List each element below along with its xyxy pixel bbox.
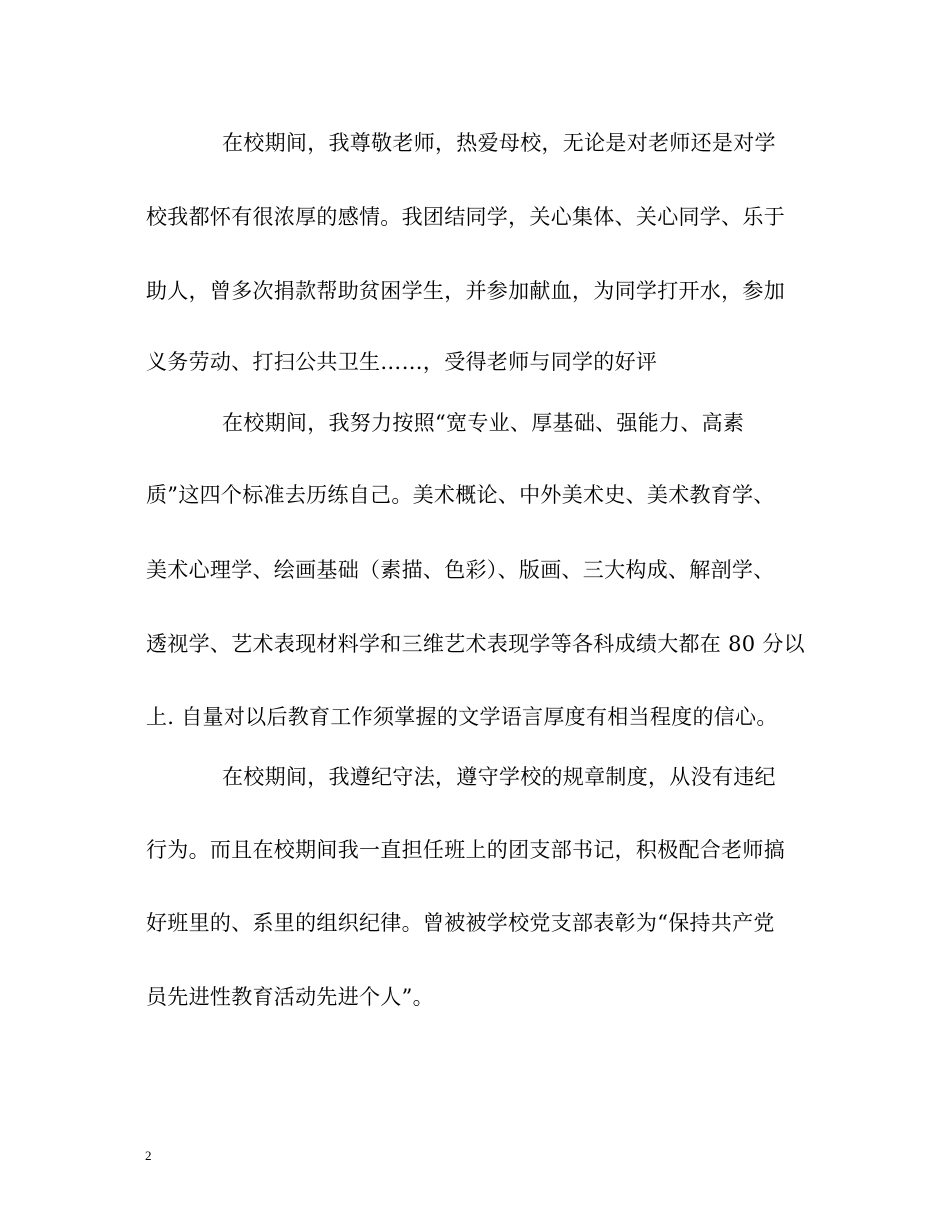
paragraph-1-line-1: 在校期间，我尊敬老师，热爱母校，无论是对老师还是对学: [222, 131, 776, 155]
page-number: 2: [145, 1148, 152, 1163]
paragraph-3-line-2: 行为。而且在校期间我一直担任班上的团支部书记，积极配合老师搞: [146, 838, 785, 862]
paragraph-1-line-3: 助人，曾多次捐款帮助贫困学生，并参加献血，为同学打开水，参加: [146, 279, 785, 303]
paragraph-2-line-1: 在校期间，我努力按照“宽专业、厚基础、强能力、高素: [222, 411, 745, 435]
paragraph-3-line-4: 员先进性教育活动先进个人”。: [146, 985, 434, 1009]
paragraph-3-line-3: 好班里的、系里的组织纪律。曾被被学校党支部表彰为“保持共产党: [146, 911, 775, 935]
paragraph-2-line-5: 上. 自量对以后教育工作须掌握的文学语言厚度有相当程度的信心。: [146, 705, 778, 729]
paragraph-1-line-4: 义务劳动、打扫公共卫生……，受得老师与同学的好评: [146, 350, 658, 374]
paragraph-3-line-1: 在校期间，我遵纪守法，遵守学校的规章制度，从没有违纪: [222, 765, 776, 789]
paragraph-2-line-3: 美术心理学、绘画基础（素描、色彩）、版画、三大构成、解剖学、: [146, 558, 775, 582]
paragraph-2-line-2: 质”这四个标准去历练自己。美术概论、中外美术史、美术教育学、: [146, 483, 775, 507]
paragraph-2-line-4: 透视学、艺术表现材料学和三维艺术表现学等各科成绩大都在 80 分以: [146, 632, 805, 656]
paragraph-1-line-2: 校我都怀有很浓厚的感情。我团结同学，关心集体、关心同学、乐于: [146, 205, 785, 229]
